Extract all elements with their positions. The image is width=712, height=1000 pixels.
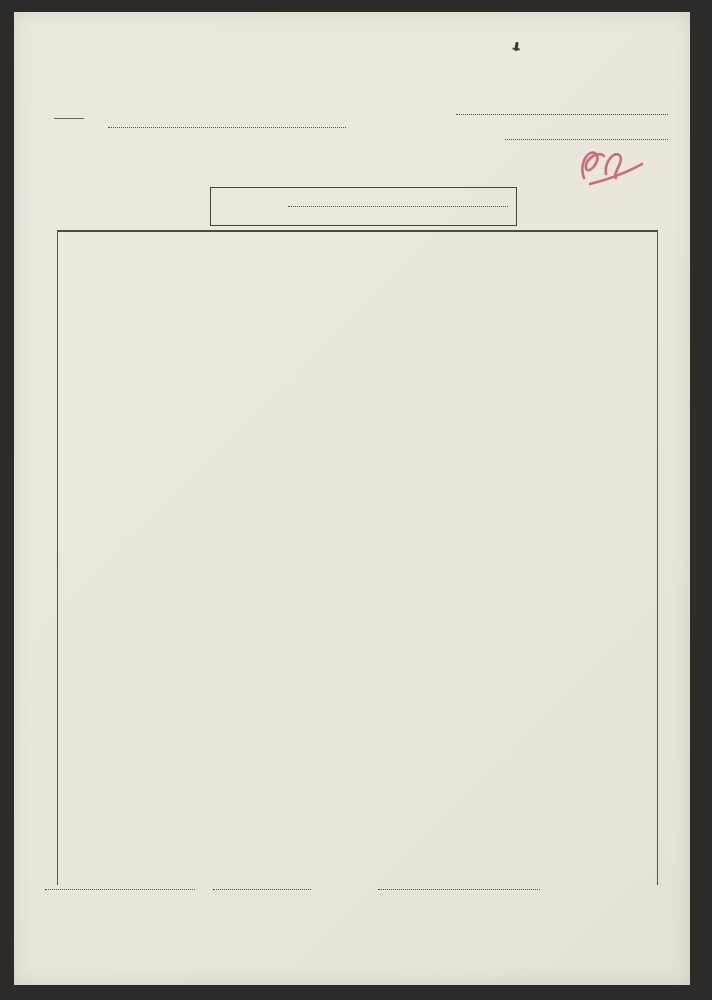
place-dotted-line (45, 888, 195, 890)
gemeinde-dotted-line (456, 113, 668, 115)
date-dotted-line (213, 888, 311, 890)
kreis-dotted-line (108, 126, 346, 128)
red-scribble (576, 140, 656, 195)
land-stadt-divider (54, 118, 84, 119)
ink-mark (514, 42, 518, 51)
nationality-dotted-line (288, 205, 508, 207)
signature-dotted-line (378, 888, 540, 890)
record-table (57, 230, 658, 885)
copies-note (498, 64, 670, 75)
